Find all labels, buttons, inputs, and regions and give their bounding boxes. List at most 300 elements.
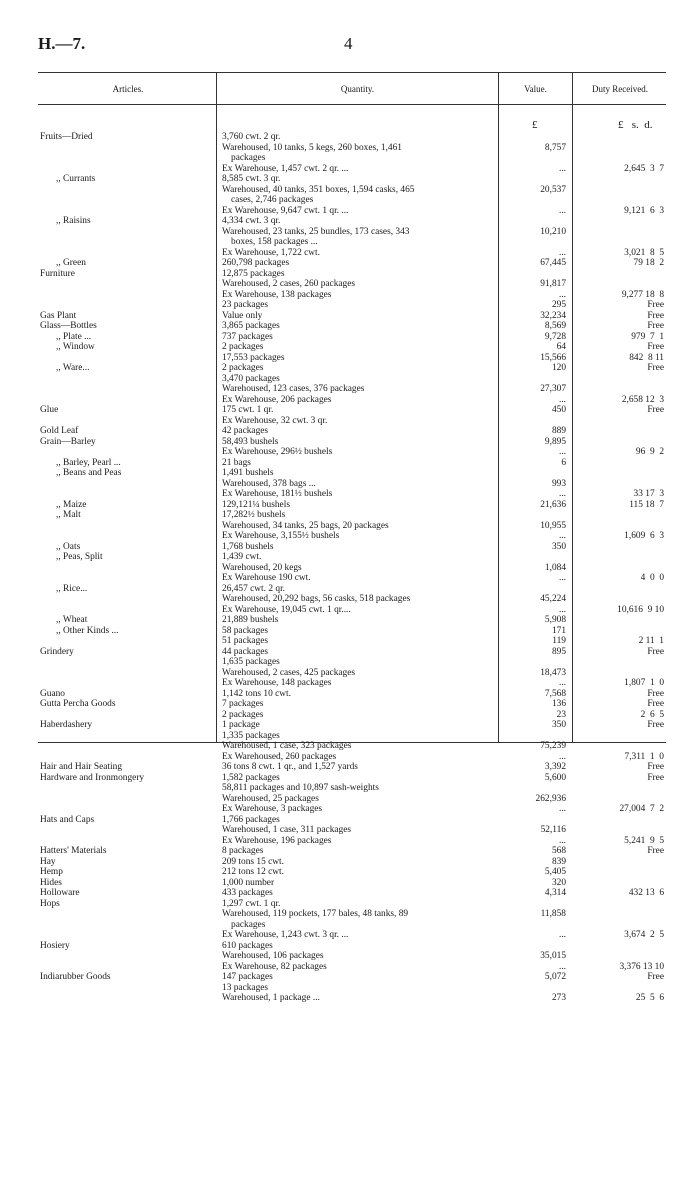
table-row (0, 426, 700, 437)
value-cell: ... (558, 289, 566, 300)
table-row (0, 951, 700, 962)
table-row (0, 384, 700, 395)
quantity-cell: 17,282½ bushels (222, 510, 286, 520)
duty-cell: Free (647, 772, 664, 783)
duty-cell: Free (647, 310, 664, 321)
table-row (0, 174, 700, 185)
article-cell: Gold Leaf (40, 426, 79, 436)
value-cell: ... (558, 604, 566, 615)
table-row (0, 920, 700, 931)
value-cell: 295 (551, 300, 566, 310)
table-row (0, 899, 700, 910)
table-row (0, 143, 700, 154)
table-row (0, 930, 700, 941)
quantity-cell: Warehoused, 1 case, 311 packages (222, 825, 352, 835)
duty-cell: 432 13 6 (628, 888, 664, 898)
value-cell: 7,568 (544, 688, 566, 699)
article-cell: Furniture (40, 268, 75, 279)
quantity-cell: Warehoused, 119 pockets, 177 bales, 48 tanks, 89 (222, 909, 409, 919)
table-row (0, 941, 700, 952)
value-cell: 15,566 (540, 352, 566, 363)
table-row (0, 153, 700, 164)
table-row (0, 269, 700, 280)
quantity-cell: 3,865 packages (222, 321, 280, 331)
table-body (0, 132, 700, 1004)
table-row (0, 657, 700, 668)
quantity-cell: 1,768 bushels (222, 541, 274, 552)
column-header-articles: Articles. (112, 84, 144, 94)
duty-cell: 115 18 7 (629, 499, 664, 510)
table-row (0, 195, 700, 206)
duty-cell: 3,376 13 10 (619, 961, 664, 972)
value-cell: 839 (551, 856, 566, 867)
table-row (0, 510, 700, 521)
quantity-cell: packages (231, 153, 266, 163)
quantity-cell: 1,491 bushels (222, 468, 274, 478)
article-cell: Glass—Bottles (40, 321, 97, 331)
quantity-cell: 2 packages (222, 709, 264, 720)
column-header-value: Value. (524, 84, 547, 94)
value-cell: ... (558, 573, 566, 583)
quantity-cell: 175 cwt. 1 qr. (222, 405, 274, 415)
value-cell: 23 (556, 709, 566, 720)
quantity-cell: Warehoused, 10 tanks, 5 kegs, 260 boxes, 1,461 (222, 142, 402, 153)
quantity-cell: 4,334 cwt. 3 qr. (222, 216, 281, 226)
quantity-cell: Ex Warehouse, 206 packages (222, 394, 332, 405)
value-cell: 350 (551, 720, 566, 730)
quantity-cell: Warehoused, 20 kegs (222, 562, 302, 573)
quantity-cell: 8 packages (222, 846, 264, 856)
quantity-cell: 1 package (222, 720, 260, 730)
duty-cell: 25 5 6 (635, 993, 664, 1003)
value-cell: 120 (551, 363, 566, 373)
duty-cell: 3,674 2 5 (624, 930, 664, 940)
duty-unit-label: £ s. d. (618, 119, 653, 131)
quantity-cell: 1,142 tons 10 cwt. (222, 688, 292, 699)
value-cell: 18,473 (540, 667, 566, 678)
quantity-cell: 21,889 bushels (222, 615, 279, 625)
quantity-cell: packages (231, 919, 266, 930)
quantity-cell: Warehoused, 25 packages (222, 793, 319, 804)
quantity-cell: 51 packages (222, 636, 269, 646)
table-row (0, 206, 700, 217)
duty-cell: 3,021 8 5 (624, 247, 664, 258)
table-row (0, 489, 700, 500)
value-cell: 5,405 (544, 867, 566, 877)
value-cell: 35,015 (540, 951, 566, 961)
value-cell: ... (558, 247, 566, 258)
duty-cell: Free (647, 699, 664, 709)
article-cell: ,, Rice... (56, 583, 88, 594)
value-cell: 568 (551, 846, 566, 856)
column-header-quantity: Quantity. (340, 84, 375, 94)
quantity-cell: Warehoused, 1 case, 323 packages (222, 741, 352, 751)
article-cell: Gutta Percha Goods (40, 699, 116, 709)
table-row (0, 731, 700, 742)
table-row (0, 909, 700, 920)
quantity-cell: 7 packages (222, 699, 264, 709)
quantity-cell: 23 packages (222, 300, 269, 310)
article-cell: Hosiery (40, 940, 70, 951)
quantity-cell: Ex Warehouse, 296½ bushels (222, 447, 333, 457)
value-cell: 5,600 (544, 772, 566, 783)
quantity-cell: 17,553 packages (222, 352, 285, 363)
value-cell: 10,955 (540, 520, 566, 531)
table-row (0, 374, 700, 385)
duty-cell: 27,004 7 2 (619, 804, 664, 814)
duty-cell: 979 7 1 (631, 331, 664, 342)
article-cell: ,, Barley, Pearl ... (56, 457, 121, 468)
table-row (0, 584, 700, 595)
value-cell: 5,072 (544, 972, 566, 982)
duty-cell: 842 8 11 (629, 352, 664, 363)
duty-cell: 96 9 2 (635, 447, 664, 457)
value-cell: 8,569 (544, 321, 566, 331)
table-row (0, 741, 700, 752)
quantity-cell: boxes, 158 packages ... (231, 237, 318, 247)
quantity-cell: Ex Warehouse, 1,243 cwt. 3 qr. ... (222, 930, 349, 940)
quantity-cell: 209 tons 15 cwt. (222, 856, 284, 867)
table-row (0, 689, 700, 700)
value-cell: 64 (556, 342, 566, 352)
quantity-cell: Warehoused, 2 cases, 260 packages (222, 279, 356, 289)
quantity-cell: Ex Warehouse, 181½ bushels (222, 489, 333, 499)
table-row (0, 573, 700, 584)
duty-cell: 10,616 9 10 (617, 604, 664, 615)
table-row (0, 678, 700, 689)
quantity-cell: 433 packages (222, 888, 273, 898)
table-row (0, 447, 700, 458)
table-row (0, 290, 700, 301)
article-cell: ,, Green (56, 258, 86, 268)
quantity-cell: Warehoused, 1 package ... (222, 993, 320, 1003)
duty-cell: Free (647, 300, 664, 310)
table-row (0, 804, 700, 815)
table-row (0, 867, 700, 878)
value-cell: 11,858 (540, 909, 566, 919)
value-cell: ... (558, 930, 566, 940)
table-row (0, 636, 700, 647)
table-row (0, 720, 700, 731)
quantity-cell: 3,470 packages (222, 373, 280, 384)
table-row (0, 258, 700, 269)
quantity-cell: 12,875 packages (222, 268, 285, 279)
article-cell: Guano (40, 688, 65, 699)
quantity-cell: Ex Warehouse, 196 packages (222, 835, 332, 846)
quantity-cell: 1,335 packages (222, 730, 280, 741)
duty-cell: 2 11 1 (638, 636, 664, 646)
article-cell: Haberdashery (40, 720, 93, 730)
table-row (0, 437, 700, 448)
table-row (0, 248, 700, 259)
quantity-cell: Value only (222, 310, 263, 321)
value-cell: ... (558, 531, 566, 541)
article-cell: Glue (40, 405, 59, 415)
table-row (0, 521, 700, 532)
quantity-cell: 58,493 bushels (222, 436, 279, 447)
value-cell: 8,757 (544, 142, 566, 153)
value-cell: 91,817 (540, 279, 566, 289)
quantity-cell: 58 packages (222, 625, 269, 636)
value-cell: ... (558, 751, 566, 762)
table-row (0, 626, 700, 637)
table-row (0, 605, 700, 616)
article-cell: Gas Plant (40, 310, 77, 321)
quantity-cell: Warehoused, 2 cases, 425 packages (222, 667, 356, 678)
quantity-cell: 1,297 cwt. 1 qr. (222, 898, 281, 909)
duty-cell: Free (647, 321, 664, 331)
value-cell: 450 (551, 405, 566, 415)
quantity-cell: Ex Warehouse, 3,155½ bushels (222, 531, 340, 541)
table-row (0, 132, 700, 143)
page-number: 4 (344, 34, 353, 53)
quantity-cell: 2 packages (222, 342, 264, 352)
quantity-cell: Warehoused, 40 tanks, 351 boxes, 1,594 casks, 465 (222, 184, 415, 195)
article-cell: ,, Maize (56, 499, 87, 510)
article-cell: ,, Plate ... (56, 331, 92, 342)
article-cell: ,, Beans and Peas (56, 468, 122, 478)
quantity-cell: Warehoused, 23 tanks, 25 bundles, 173 cases, 343 (222, 226, 410, 237)
quantity-cell: Ex Warehouse, 19,045 cwt. 1 qr.... (222, 604, 351, 615)
quantity-cell: 21 bags (222, 457, 251, 468)
quantity-cell: 58,811 packages and 10,897 sash-weights (222, 783, 379, 793)
table-row (0, 279, 700, 290)
value-cell: ... (558, 205, 566, 216)
duty-cell: 1,609 6 3 (624, 531, 664, 541)
table-row (0, 836, 700, 847)
quantity-cell: 1,635 packages (222, 657, 280, 667)
value-cell: 9,895 (544, 436, 566, 447)
duty-cell: Free (647, 762, 664, 772)
value-cell: 262,936 (535, 793, 566, 804)
column-header-duty: Duty Received. (592, 84, 648, 94)
quantity-cell: 1,582 packages (222, 772, 280, 783)
table-row (0, 878, 700, 889)
table-row (0, 888, 700, 899)
table-row (0, 783, 700, 794)
article-cell: ,, Oats (56, 541, 81, 552)
value-cell: ... (558, 804, 566, 814)
article-cell: Hay (40, 856, 56, 867)
table-row (0, 647, 700, 658)
quantity-cell: cases, 2,746 packages (231, 195, 314, 205)
value-cell: ... (558, 489, 566, 499)
table-row (0, 983, 700, 994)
quantity-cell: Ex Warehouse, 148 packages (222, 678, 332, 688)
value-cell: 993 (551, 478, 566, 489)
duty-cell: Free (647, 646, 664, 657)
table-row (0, 185, 700, 196)
value-cell: ... (558, 678, 566, 688)
value-cell: 895 (551, 646, 566, 657)
duty-cell: 9,277 18 8 (621, 289, 664, 300)
value-cell: 45,224 (540, 594, 566, 604)
table-row (0, 311, 700, 322)
article-cell: Fruits—Dried (40, 132, 93, 142)
value-cell: 32,234 (540, 310, 566, 321)
table-row (0, 363, 700, 374)
quantity-cell: 1,439 cwt. (222, 552, 262, 562)
table-row (0, 552, 700, 563)
quantity-cell: 26,457 cwt. 2 qr. (222, 583, 286, 594)
table-row (0, 825, 700, 836)
value-cell: 10,210 (540, 226, 566, 237)
value-cell: 20,537 (540, 184, 566, 195)
quantity-cell: 42 packages (222, 426, 269, 436)
quantity-cell: 13 packages (222, 982, 269, 993)
value-cell: 67,445 (540, 258, 566, 268)
table-row (0, 993, 700, 1004)
value-cell: 9,728 (544, 331, 566, 342)
table-row (0, 710, 700, 721)
article-cell: Hides (40, 877, 62, 888)
table-row (0, 342, 700, 353)
article-cell: ,, Wheat (56, 615, 88, 625)
table-row (0, 972, 700, 983)
value-cell: 119 (552, 636, 566, 646)
table-row (0, 395, 700, 406)
duty-cell: Free (647, 363, 664, 373)
article-cell: Hats and Caps (40, 814, 95, 825)
value-cell: 5,908 (544, 615, 566, 625)
quantity-cell: 212 tons 12 cwt. (222, 867, 284, 877)
quantity-cell: 1,766 packages (222, 814, 280, 825)
quantity-cell: 147 packages (222, 972, 273, 982)
table-row (0, 542, 700, 553)
quantity-cell: 3,760 cwt. 2 qr. (222, 132, 281, 142)
table-row (0, 615, 700, 626)
quantity-cell: 260,798 packages (222, 258, 290, 268)
article-cell: ,, Other Kinds ... (56, 625, 119, 636)
table-row (0, 416, 700, 427)
table-row (0, 962, 700, 973)
value-cell: 273 (551, 993, 566, 1003)
table-row (0, 405, 700, 416)
quantity-cell: Ex Warehouse, 1,722 cwt. (222, 247, 321, 258)
value-cell: ... (558, 961, 566, 972)
duty-cell: 2 6 5 (640, 709, 664, 720)
table-row (0, 479, 700, 490)
quantity-cell: Ex Warehouse, 138 packages (222, 289, 332, 300)
table-row (0, 794, 700, 805)
duty-cell: Free (647, 720, 664, 730)
quantity-cell: Ex Warehouse 190 cwt. (222, 573, 311, 583)
table-row (0, 468, 700, 479)
table-row (0, 227, 700, 238)
table-row (0, 752, 700, 763)
article-cell: Grindery (40, 646, 74, 657)
value-cell: 27,307 (540, 384, 566, 394)
table-row (0, 531, 700, 542)
article-cell: ,, Window (56, 342, 95, 352)
duty-cell: 33 17 3 (633, 489, 664, 499)
table-row (0, 216, 700, 227)
quantity-cell: Ex Warehouse, 82 packages (222, 961, 327, 972)
value-cell: 320 (551, 877, 566, 888)
table-row (0, 458, 700, 469)
duty-cell: 5,241 9 5 (624, 835, 664, 846)
value-cell: 350 (551, 541, 566, 552)
table-row (0, 237, 700, 248)
table-row (0, 563, 700, 574)
table-row (0, 762, 700, 773)
quantity-cell: Ex Warehouse, 9,647 cwt. 1 qr. ... (222, 205, 349, 216)
quantity-cell: Ex Warehoused, 260 packages (222, 751, 337, 762)
duty-cell: Free (647, 405, 664, 415)
value-cell: 1,084 (544, 562, 566, 573)
article-cell: Holloware (40, 888, 80, 898)
duty-cell: 1,807 1 0 (624, 678, 664, 688)
value-cell: 4,314 (544, 888, 566, 898)
article-cell: Hatters' Materials (40, 846, 107, 856)
quantity-cell: Warehoused, 378 bags ... (222, 478, 316, 489)
table-row (0, 857, 700, 868)
quantity-cell: 610 packages (222, 940, 273, 951)
duty-cell: 7,311 1 0 (624, 751, 664, 762)
article-cell: ,, Malt (56, 510, 81, 520)
article-cell: Hops (40, 898, 60, 909)
value-cell: ... (558, 447, 566, 457)
value-cell: 889 (551, 426, 566, 436)
duty-cell: 79 18 2 (633, 258, 664, 268)
value-cell: 171 (551, 625, 566, 636)
quantity-cell: 36 tons 8 cwt. 1 qr., and 1,527 yards (222, 762, 358, 772)
duty-cell: 9,121 6 3 (624, 205, 664, 216)
duty-cell: 2,645 3 7 (624, 163, 664, 174)
article-cell: ,, Ware... (56, 363, 90, 373)
table-row (0, 300, 700, 311)
article-cell: ,, Peas, Split (56, 552, 103, 562)
quantity-cell: Ex Warehouse, 1,457 cwt. 2 qr. ... (222, 163, 349, 174)
value-cell: 136 (551, 699, 566, 709)
quantity-cell: 1,000 number (222, 877, 275, 888)
table-row (0, 773, 700, 784)
quantity-cell: Warehoused, 20,292 bags, 56 casks, 518 packages (222, 594, 411, 604)
value-unit-label: £ (532, 119, 538, 131)
quantity-cell: Ex Warehouse, 32 cwt. 3 qr. (222, 415, 328, 426)
quantity-cell: Warehoused, 123 cases, 376 packages (222, 384, 365, 394)
table-row (0, 668, 700, 679)
article-cell: ,, Raisins (56, 216, 91, 226)
article-cell: ,, Currants (56, 174, 96, 184)
table-row (0, 321, 700, 332)
quantity-cell: 44 packages (222, 646, 269, 657)
table-row (0, 332, 700, 343)
duty-cell: Free (647, 846, 664, 856)
quantity-cell: 129,121¼ bushels (222, 499, 290, 510)
article-cell: Hemp (40, 867, 63, 877)
duty-cell: Free (647, 972, 664, 982)
quantity-cell: Warehoused, 106 packages (222, 951, 324, 961)
table-row (0, 353, 700, 364)
table-row (0, 164, 700, 175)
duty-cell: 4 0 0 (640, 573, 664, 583)
table-row (0, 594, 700, 605)
quantity-cell: Warehoused, 34 tanks, 25 bags, 20 packages (222, 520, 389, 531)
duty-cell: Free (647, 342, 664, 352)
article-cell: Hair and Hair Seating (40, 762, 123, 772)
table-row (0, 815, 700, 826)
table-row (0, 846, 700, 857)
value-cell: 75,239 (540, 741, 566, 751)
value-cell: ... (558, 163, 566, 174)
article-cell: Grain—Barley (40, 436, 96, 447)
quantity-cell: 737 packages (222, 331, 273, 342)
duty-cell: Free (647, 688, 664, 699)
value-cell: 21,636 (540, 499, 566, 510)
quantity-cell: 2 packages (222, 363, 264, 373)
value-cell: ... (558, 394, 566, 405)
